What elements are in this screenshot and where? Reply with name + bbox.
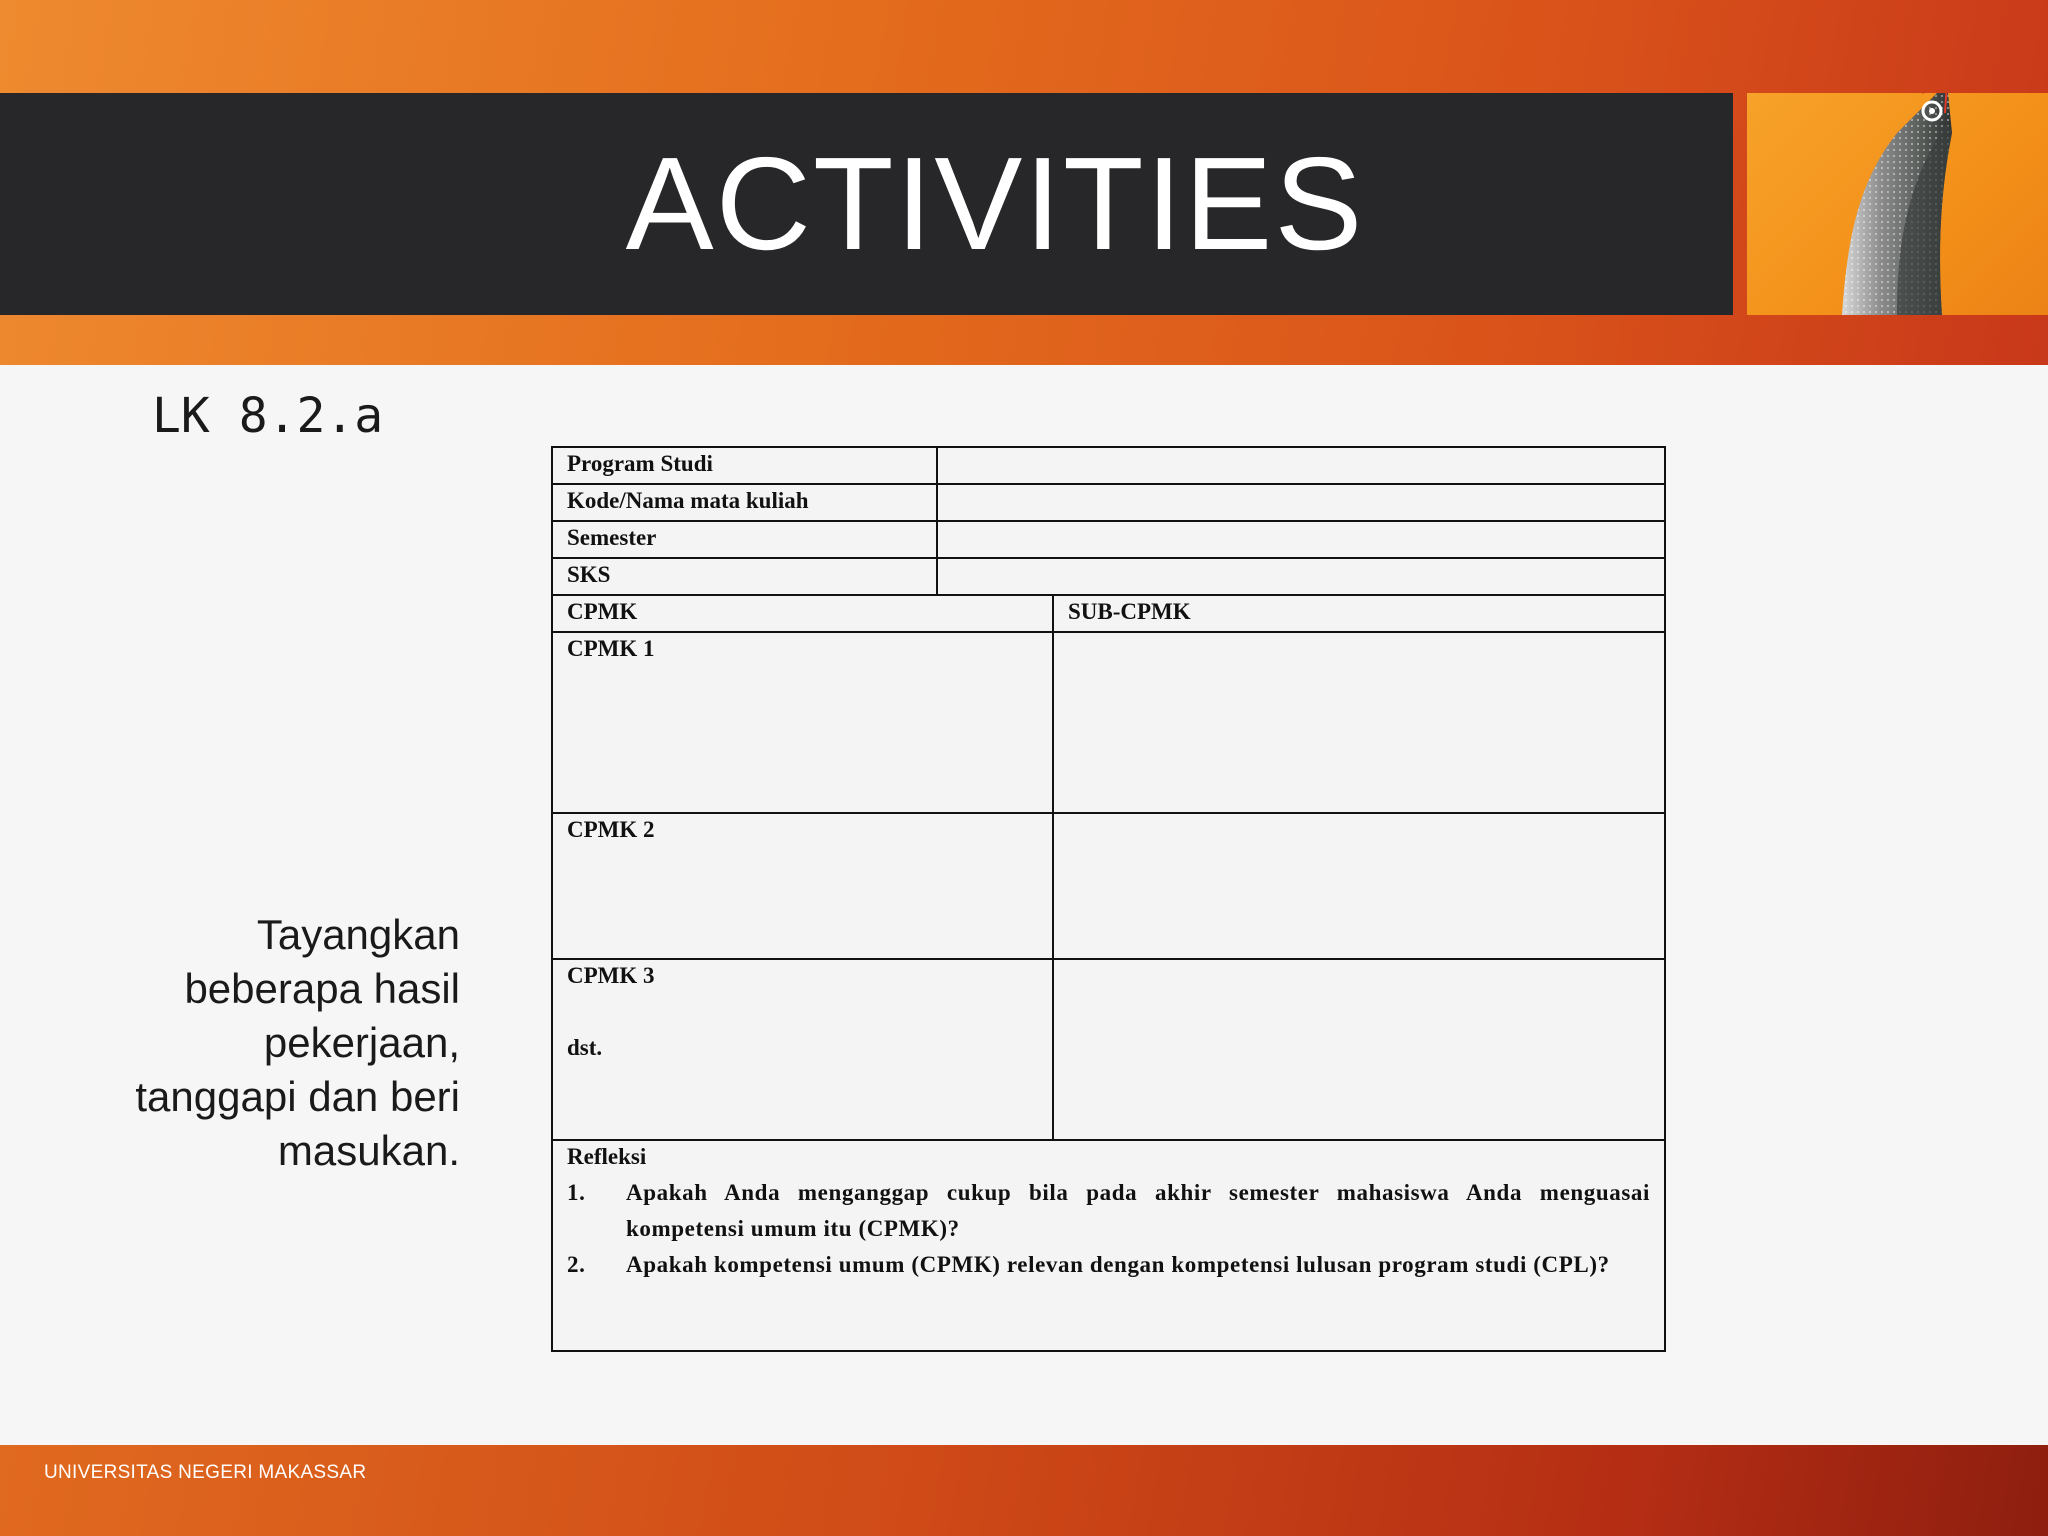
worksheet-table (551, 446, 1666, 1352)
cpmk-cell: CPMK 2 (552, 813, 1053, 959)
sub-cpmk-header: SUB-CPMK (1053, 595, 1665, 632)
field-row (552, 447, 1665, 484)
item-number: 1. (567, 1180, 586, 1205)
field-value[interactable] (937, 521, 1665, 558)
sub-cpmk-cell[interactable] (1053, 632, 1665, 813)
reflection-list (567, 1175, 1650, 1283)
field-label: Kode/Nama mata kuliah (552, 484, 937, 521)
building-photo (1747, 93, 2048, 315)
cpmk-row (552, 632, 1665, 813)
reflection-row (552, 1140, 1665, 1351)
field-row (552, 484, 1665, 521)
field-value[interactable] (937, 558, 1665, 595)
cpmk-cell (552, 959, 1053, 1140)
reflection-cell (552, 1140, 1665, 1351)
cpmk-header: CPMK (552, 595, 1053, 632)
sub-cpmk-cell[interactable] (1053, 959, 1665, 1140)
reflection-title: Refleksi (567, 1144, 647, 1169)
worksheet-code: LK 8.2.a (152, 388, 384, 444)
cpmk-cell: CPMK 1 (552, 632, 1053, 813)
field-value[interactable] (937, 447, 1665, 484)
column-header-row (552, 595, 1665, 632)
footer-band (0, 1445, 2048, 1536)
item-number: 2. (567, 1252, 586, 1277)
reflection-item (567, 1175, 1650, 1247)
item-text: Apakah Anda menganggap cukup bila pada akhir semester mahasiswa Anda menguasai kompetensi umum itu (CPMK)? (626, 1180, 1650, 1241)
field-value[interactable] (937, 484, 1665, 521)
phinisi-tower-icon (1747, 93, 2048, 315)
etc-label: dst. (567, 1035, 603, 1060)
field-label: Program Studi (552, 447, 937, 484)
university-name: UNIVERSITAS NEGERI MAKASSAR (44, 1462, 367, 1483)
instruction-text: Tayangkan beberapa hasil pekerjaan, tanggapi dan beri masukan. (135, 911, 460, 1174)
item-text: Apakah kompetensi umum (CPMK) relevan dengan kompetensi lulusan program studi (CPL)? (626, 1252, 1610, 1277)
field-label: Semester (552, 521, 937, 558)
slide-title: ACTIVITIES (625, 130, 1365, 277)
sub-cpmk-cell[interactable] (1053, 813, 1665, 959)
reflection-item (567, 1247, 1650, 1283)
field-label: SKS (552, 558, 937, 595)
field-row (552, 558, 1665, 595)
cpmk-label: CPMK 3 (567, 963, 655, 988)
cpmk-row (552, 813, 1665, 959)
cpmk-row (552, 959, 1665, 1140)
field-row (552, 521, 1665, 558)
